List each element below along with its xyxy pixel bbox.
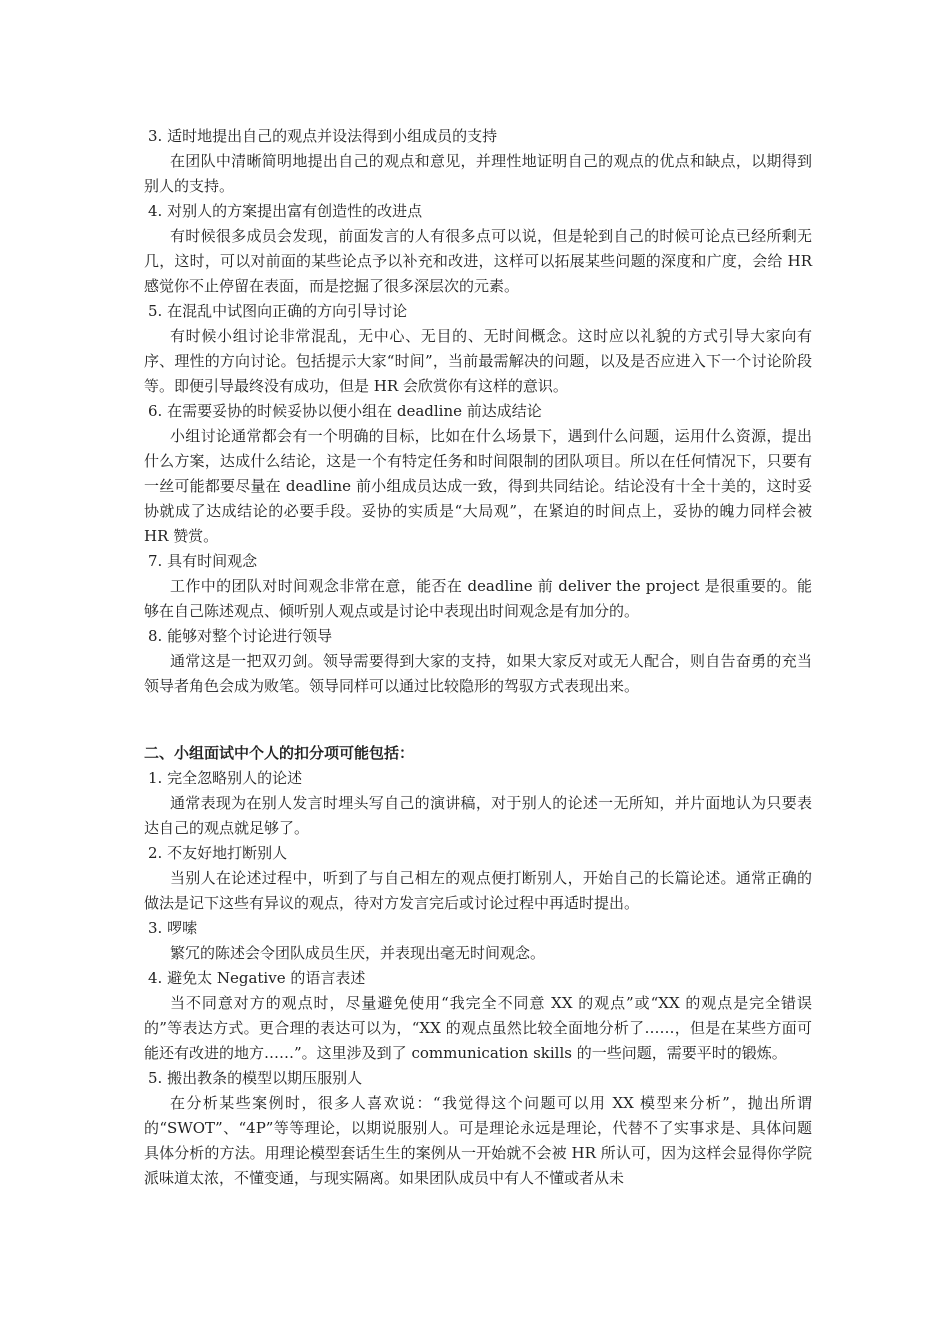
item-heading: 5. 在混乱中试图向正确的方向引导讨论 [148, 302, 408, 320]
list-item [144, 766, 812, 841]
item-body: 在分析某些案例时，很多人喜欢说：“我觉得这个问题可以用 XX 模型来分析”，抛出所谓的“SWOT”、“4P”等等理论，以期说服别人。可是理论永远是理论，代替不了实事求是、具体问题具体分析的方法。用理论模型套话生生的案例从一开始就不会被 HR 所认可，因为这样会显得你学院派味道太浓，不懂变通，与现实隔离。如果团队成员中有人不懂或者从未 [144, 1094, 812, 1187]
section-2 [144, 741, 812, 1191]
item-heading: 1. 完全忽略别人的论述 [148, 769, 303, 787]
list-item [144, 624, 812, 699]
document-body [144, 124, 812, 1191]
item-body: 繁冗的陈述会令团队成员生厌，并表现出毫无时间观念。 [170, 944, 546, 962]
list-item [144, 966, 812, 1066]
item-heading: 7. 具有时间观念 [148, 552, 258, 570]
item-heading: 8. 能够对整个讨论进行领导 [148, 627, 333, 645]
item-heading: 4. 对别人的方案提出富有创造性的改进点 [148, 202, 423, 220]
item-heading: 6. 在需要妥协的时候妥协以便小组在 deadline 前达成结论 [148, 402, 542, 420]
list-item [144, 399, 812, 549]
item-body: 当别人在论述过程中，听到了与自己相左的观点便打断别人，开始自己的长篇论述。通常正确的做法是记下这些有异议的观点，待对方发言完后或讨论过程中再适时提出。 [144, 869, 812, 912]
item-body: 工作中的团队对时间观念非常在意，能否在 deadline 前 deliver the project 是很重要的。能够在自己陈述观点、倾听别人观点或是讨论中表现出时间观念是有加分的。 [144, 577, 812, 620]
list-item [144, 549, 812, 624]
list-item [144, 841, 812, 916]
item-body: 有时候很多成员会发现，前面发言的人有很多点可以说，但是轮到自己的时候可论点已经所剩无几，这时，可以对前面的某些论点予以补充和改进，这样可以拓展某些问题的深度和广度，会给 HR 感觉你不止停留在表面，而是挖掘了很多深层次的元素。 [144, 227, 812, 295]
item-heading: 3. 啰嗦 [148, 919, 198, 937]
list-item [144, 124, 812, 199]
item-heading: 2. 不友好地打断别人 [148, 844, 288, 862]
list-item [144, 199, 812, 299]
item-body: 有时候小组讨论非常混乱，无中心、无目的、无时间概念。这时应以礼貌的方式引导大家向有序、理性的方向讨论。包括提示大家“时间”，当前最需解决的问题，以及是否应进入下一个讨论阶段等。即便引导最终没有成功，但是 HR 会欣赏你有这样的意识。 [144, 327, 812, 395]
item-body: 通常这是一把双刃剑。领导需要得到大家的支持，如果大家反对或无人配合，则自告奋勇的充当领导者角色会成为败笔。领导同样可以通过比较隐形的驾驭方式表现出来。 [144, 652, 812, 695]
item-body: 当不同意对方的观点时，尽量避免使用“我完全不同意 XX 的观点”或“XX 的观点是完全错误的”等表达方式。更合理的表达可以为，“XX 的观点虽然比较全面地分析了……，但是在某些方面可能还有改进的地方……”。这里涉及到了 communication skills 的一些问题，需要平时的锻炼。 [144, 994, 812, 1062]
list-item [144, 916, 812, 966]
section-1 [144, 124, 812, 699]
list-item [144, 1066, 812, 1191]
item-body: 通常表现为在别人发言时埋头写自己的演讲稿，对于别人的论述一无所知，并片面地认为只要表达自己的观点就足够了。 [144, 794, 812, 837]
item-body: 小组讨论通常都会有一个明确的目标，比如在什么场景下，遇到什么问题，运用什么资源，提出什么方案，达成什么结论，这是一个有特定任务和时间限制的团队项目。所以在任何情况下，只要有一丝可能都要尽量在 deadline 前小组成员达成一致，得到共同结论。结论没有十全十美的，这时妥协就成了达成结论的必要手段。妥协的实质是“大局观”，在紧迫的时间点上，妥协的魄力同样会被 HR 赞赏。 [144, 427, 812, 545]
item-body: 在团队中清晰简明地提出自己的观点和意见，并理性地证明自己的观点的优点和缺点，以期得到别人的支持。 [144, 152, 812, 195]
item-heading: 4. 避免太 Negative 的语言表述 [148, 969, 366, 987]
list-item [144, 299, 812, 399]
item-heading: 5. 搬出教条的模型以期压服别人 [148, 1069, 363, 1087]
item-heading: 3. 适时地提出自己的观点并设法得到小组成员的支持 [148, 127, 498, 145]
section-title: 二、小组面试中个人的扣分项可能包括： [144, 744, 415, 762]
